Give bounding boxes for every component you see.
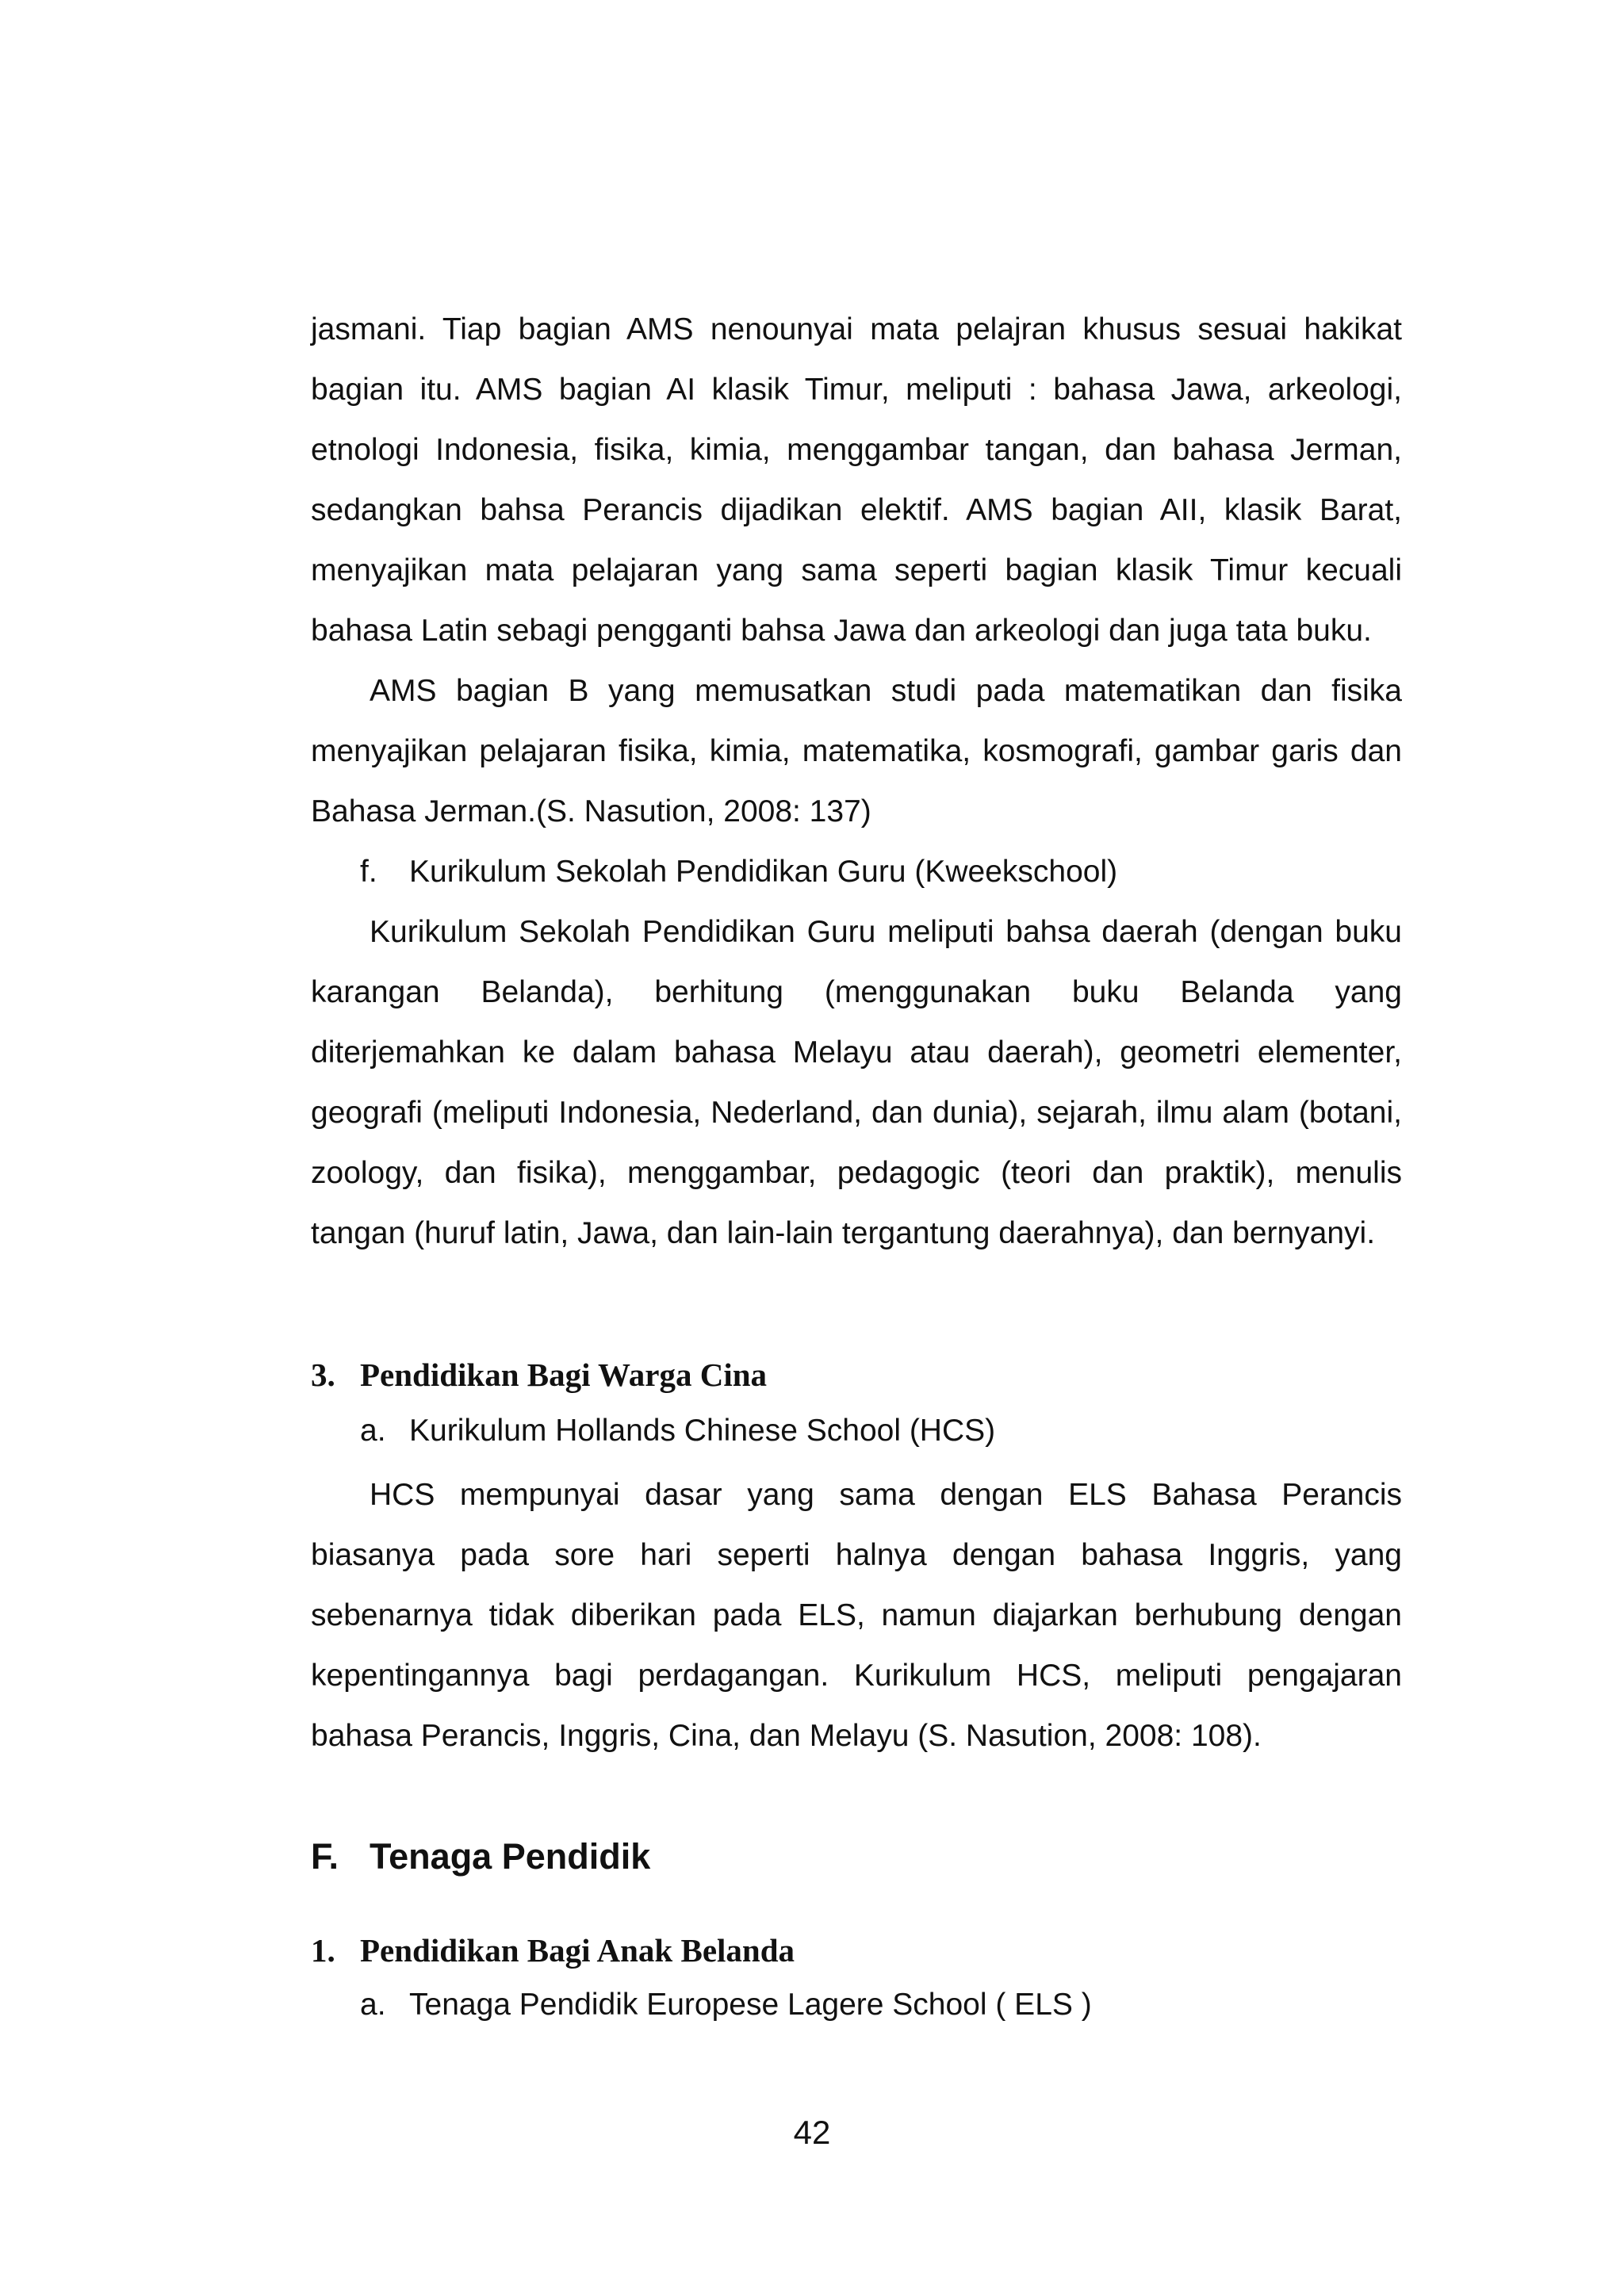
- list-marker: a.: [360, 1988, 386, 2022]
- list-marker: a.: [360, 1414, 386, 1448]
- list-item-label: Kurikulum Sekolah Pendidikan Guru (Kweekschool): [409, 855, 1118, 889]
- paragraph-kweekschool: Kurikulum Sekolah Pendidikan Guru meliputi bahsa daerah (dengan buku karangan Belanda), berhitung (menggunakan buku Belanda yang diterjemahkan ke dalam bahasa Melayu atau daerah), geometri elementer, geografi (meliputi Indonesia, Nederland, dan dunia), sejarah, ilmu alam (botani, zoology, dan fisika), menggambar, pedagogic (teori dan praktik), menulis tangan (huruf latin, Jawa, dan lain-lain tergantung daerahnya), dan bernyanyi.: [311, 915, 1402, 1250]
- section-heading-anak-belanda: [311, 1931, 1402, 1969]
- paragraph-hcs: HCS mempunyai dasar yang sama dengan ELS Bahasa Perancis biasanya pada sore hari seperti halnya dengan bahasa Inggris, yang sebenarnya tidak diberikan pada ELS, namun diajarkan berhubung dengan kepentingannya bagi perdagangan. Kurikulum HCS, meliputi pengajaran bahasa Perancis, Inggris, Cina, dan Melayu (S. Nasution, 2008: 108).: [311, 1478, 1402, 1753]
- paragraph-ams-bagian-b: AMS bagian B yang memusatkan studi pada matematikan dan fisika menyajikan pelajaran fisika, kimia, matematika, kosmografi, gambar garis dan Bahasa Jerman.(S. Nasution, 2008: 137): [311, 674, 1402, 828]
- heading-title: Tenaga Pendidik: [370, 1836, 651, 1877]
- heading-number: 3.: [311, 1357, 335, 1393]
- heading-title: Pendidikan Bagi Warga Cina: [360, 1357, 768, 1393]
- section-heading-warga-cina: [311, 1356, 1402, 1394]
- heading-title: Pendidikan Bagi Anak Belanda: [360, 1932, 795, 1969]
- text-block-hcs: [311, 1465, 1402, 1766]
- list-item-kweekschool: [311, 842, 1402, 902]
- list-item-els: [360, 1988, 1402, 2022]
- list-marker: f.: [360, 855, 377, 889]
- page-number: 42: [793, 2114, 831, 2151]
- heading-number: 1.: [311, 1932, 335, 1969]
- list-item-label: Tenaga Pendidik Europese Lagere School ( ELS ): [409, 1988, 1092, 2022]
- heading-number: F.: [311, 1836, 339, 1877]
- section-heading-tenaga-pendidik: [311, 1836, 1402, 1877]
- list-item-hcs: [360, 1414, 1402, 1448]
- paragraph-ams-bagian-a: jasmani. Tiap bagian AMS nenounyai mata pelajran khusus sesuai hakikat bagian itu. AMS bagian AI klasik Timur, meliputi : bahasa Jawa, arkeologi, etnologi Indonesia, fisika, kimia, menggambar tangan, dan bahasa Jerman, sedangkan bahsa Perancis dijadikan elektif. AMS bagian AII, klasik Barat, menyajikan mata pelajaran yang sama seperti bagian klasik Timur kecuali bahasa Latin sebagi pengganti bahsa Jawa dan arkeologi dan juga tata buku.: [311, 312, 1402, 648]
- text-block-upper: [311, 300, 1402, 1264]
- list-item-label: Kurikulum Hollands Chinese School (HCS): [409, 1414, 996, 1448]
